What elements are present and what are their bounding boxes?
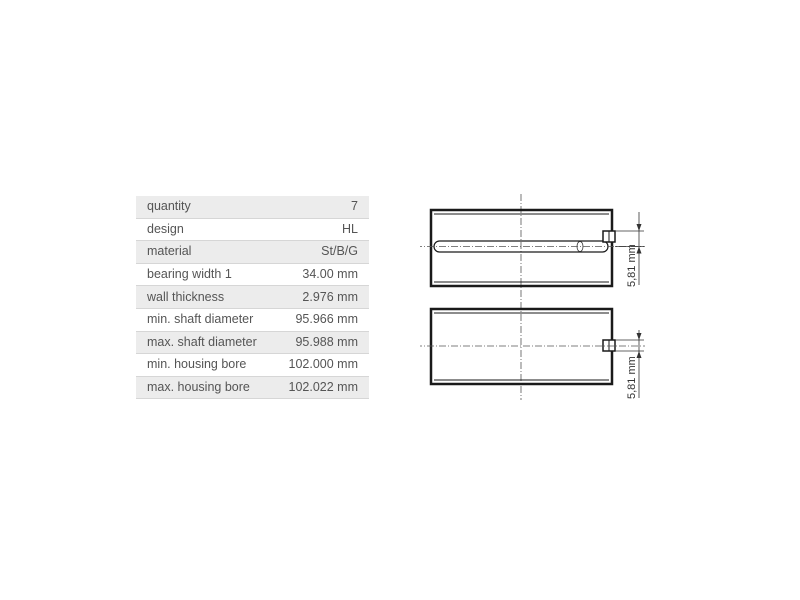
lower-dimension [615,330,644,399]
lower-bearing-shell [420,309,645,384]
lower-dimension-label: 5,81 mm [626,356,638,399]
spec-value: HL [274,218,369,241]
spec-label: max. shaft diameter [136,331,274,354]
spec-row-max-housing-bore [136,376,369,399]
spec-row-min-housing-bore [136,354,369,377]
spec-label: quantity [136,196,274,218]
bearing-shell-drawing [420,190,650,405]
spec-label: material [136,241,274,264]
upper-bearing-shell [420,210,645,286]
spec-row-min-shaft-diameter [136,308,369,331]
spec-value: 95.966 mm [274,308,369,331]
spec-row-quantity [136,196,369,218]
spec-label: wall thickness [136,286,274,309]
spec-value: 102.022 mm [274,376,369,399]
spec-label: min. shaft diameter [136,308,274,331]
spec-value: 2.976 mm [274,286,369,309]
spec-label: bearing width 1 [136,263,274,286]
spec-row-max-shaft-diameter [136,331,369,354]
spec-label: design [136,218,274,241]
upper-dimension-label: 5,81 mm [626,244,638,287]
bearing-spec-table [136,196,369,399]
spec-value: 102.000 mm [274,354,369,377]
spec-value: 34.00 mm [274,263,369,286]
spec-label: min. housing bore [136,354,274,377]
spec-row-wall-thickness [136,286,369,309]
upper-dimension [615,212,644,287]
spec-label: max. housing bore [136,376,274,399]
spec-value: St/B/G [274,241,369,264]
spec-row-design [136,218,369,241]
spec-row-material [136,241,369,264]
spec-value: 95.988 mm [274,331,369,354]
spec-value: 7 [274,196,369,218]
spec-row-bearing-width [136,263,369,286]
